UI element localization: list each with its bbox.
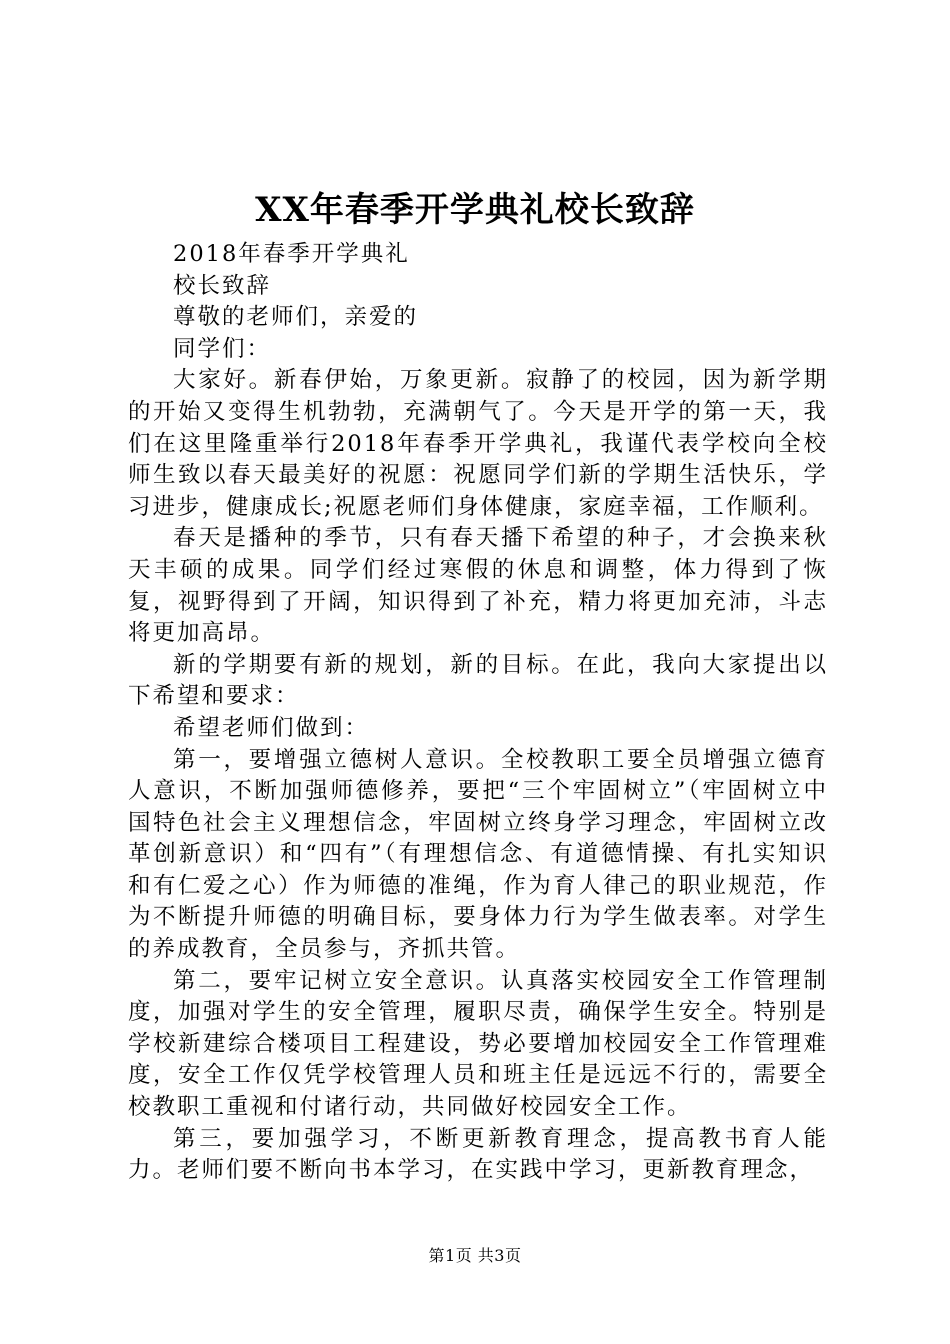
paragraph-teacher-hopes: 希望老师们做到：: [173, 714, 370, 741]
paragraph-point-three: 第三，要加强学习，不断更新教育理念，提高教书育人能力。老师们要不断向书本学习，在实践中学习，更新教育理念，: [128, 1125, 828, 1184]
salutation-line-1: 尊敬的老师们，亲爱的: [173, 304, 419, 331]
page-number: 第1页 共3页: [428, 1246, 522, 1265]
salutation-line-2: 同学们：: [173, 335, 272, 362]
paragraph-new-term: 新的学期要有新的规划，新的目标。在此，我向大家提出以下希望和要求：: [128, 651, 828, 710]
document-title: XX年春季开学典礼校长致辞: [255, 190, 695, 230]
paragraph-greeting: 大家好。新春伊始，万象更新。寂静了的校园，因为新学期的开始又变得生机勃勃，充满朝气了。今天是开学的第一天，我们在这里隆重举行2018年春季开学典礼，我谨代表学校向全校师生致以春天最美好的祝愿：祝愿同学们新的学期生活快乐，学习进步，健康成长;祝愿老师们身体健康，家庭幸福，工作顺利。: [128, 367, 828, 520]
paragraph-spring: 春天是播种的季节，只有春天播下希望的种子，才会换来秋天丰硕的成果。同学们经过寒假的休息和调整，体力得到了恢复，视野得到了开阔，知识得到了补充，精力将更加充沛，斗志将更加高昂。: [128, 525, 828, 647]
paragraph-point-one: 第一，要增强立德树人意识。全校教职工要全员增强立德育人意识，不断加强师德修养，要把“三个牢固树立”（牢固树立中国特色社会主义理想信念，牢固树立终身学习理念，牢固树立改革创新意识）和“四有”（有理想信念、有道德情操、有扎实知识和有仁爱之心）作为师德的准绳，作为育人律己的职业规范，作为不断提升师德的明确目标，要身体力行为学生做表率。对学生的养成教育，全员参与，齐抓共管。: [128, 746, 828, 963]
heading-line-speech: 校长致辞: [173, 272, 272, 299]
document-body: [128, 239, 828, 1187]
paragraph-point-two: 第二，要牢记树立安全意识。认真落实校园安全工作管理制度，加强对学生的安全管理，履职尽责，确保学生安全。特别是学校新建综合楼项目工程建设，势必要增加校园安全工作管理难度，安全工作仅凭学校管理人员和班主任是远远不行的，需要全校教职工重视和付诸行动，共同做好校园安全工作。: [128, 967, 828, 1121]
heading-line-event: 2018年春季开学典礼: [173, 241, 410, 267]
